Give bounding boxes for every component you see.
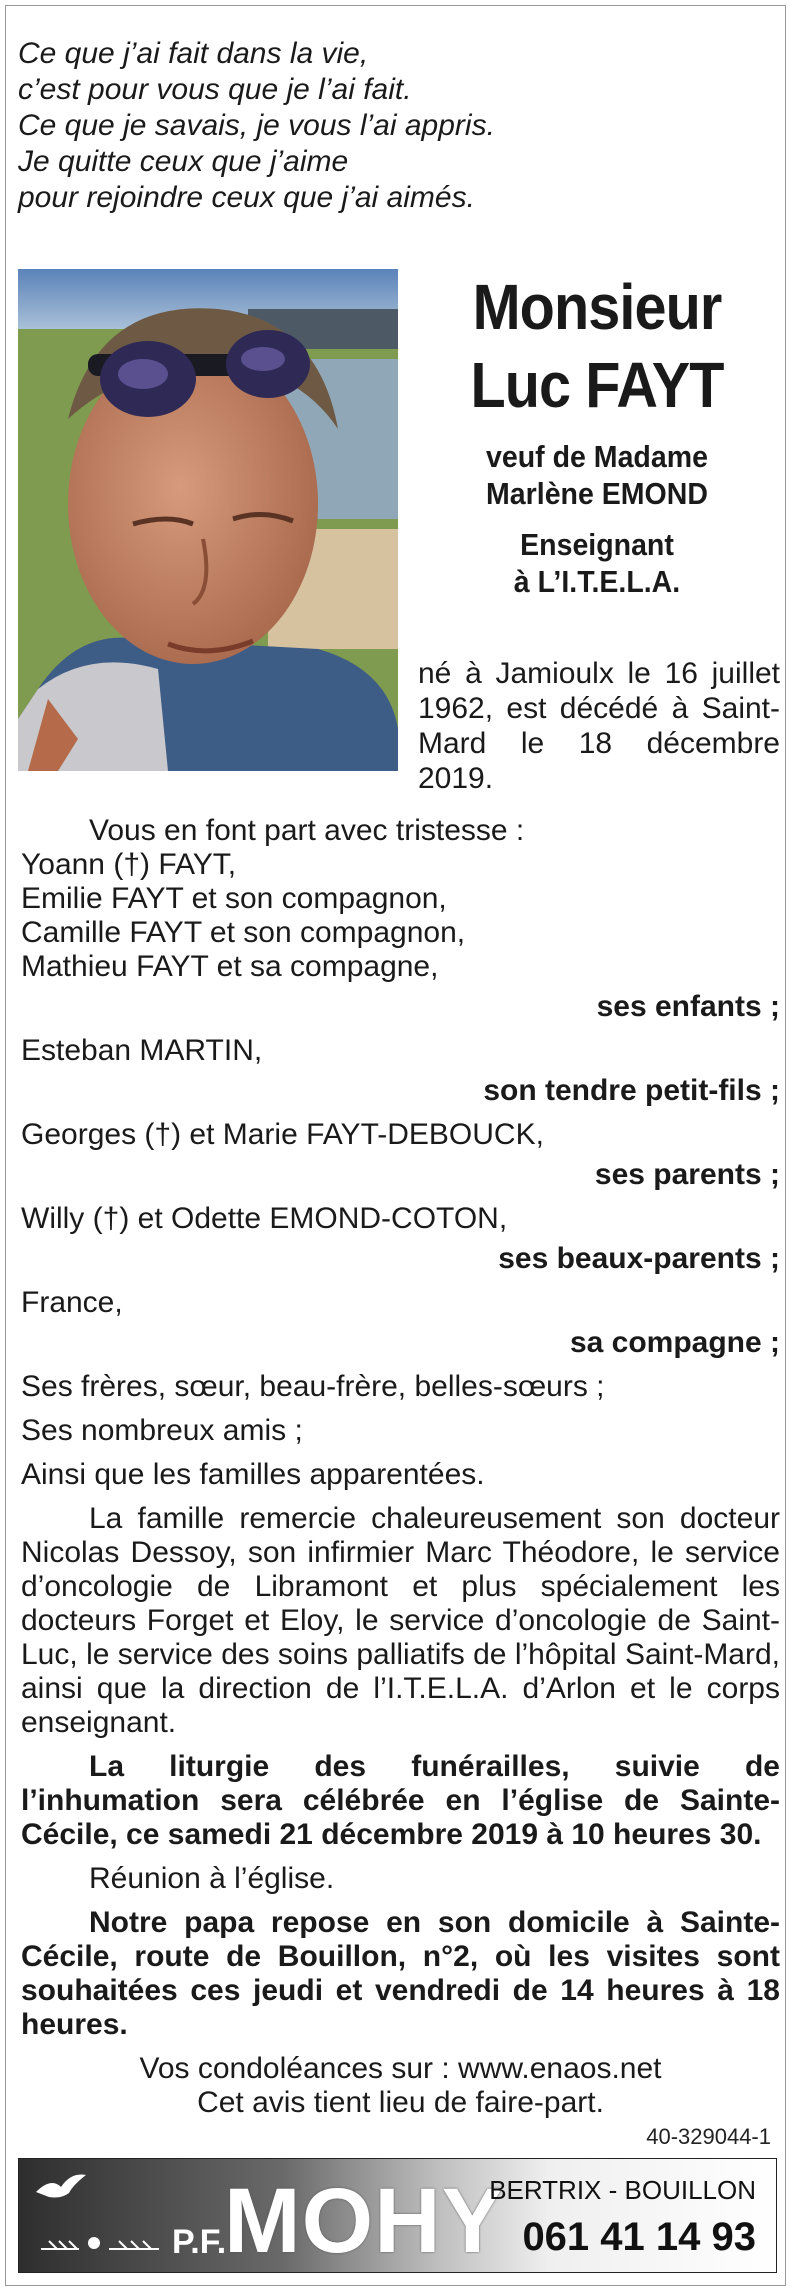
repose-paragraph: Notre papa repose en son domicile à Sainte-Cécile, route de Bouillon, n°2, où les visites sont souhaitées ces jeudi et vendredi de 14 heures à 18 heures. — [21, 1906, 780, 2041]
thanks-paragraph: La famille remercie chaleureusement son docteur Nicolas Dessoy, son infirmier Marc Théodore, le service d’oncologie de Libramont et plus spécialement les docteurs Forget et Eloy, le service d’oncologie de Saint-Luc, le service des soins palliatifs de l’hôpital Saint-Mard, ainsi que la direction de l’I.T.E.L.A. d’Arlon et le corps enseignant. — [21, 1502, 780, 1739]
poem-line: Ce que j’ai fait dans la vie, — [18, 37, 369, 70]
spouse-name: Marlène EMOND — [486, 476, 708, 511]
dove-icon — [31, 2167, 91, 2207]
funeral-home-banner — [18, 2158, 777, 2273]
cities-label: BERTRIX - BOUILLON — [489, 2175, 756, 2205]
parents-entry: Georges (†) et Marie FAYT-DEBOUCK, — [21, 1118, 544, 1151]
poem — [18, 36, 578, 216]
partner-entry: France, — [21, 1286, 123, 1319]
children-label: ses enfants ; — [596, 990, 780, 1023]
child-entry: Emilie FAYT et son compagnon, — [21, 882, 447, 915]
poem-line: pour rejoindre ceux que j’ai aimés. — [18, 181, 475, 214]
brand-name: MOHY — [224, 2170, 504, 2272]
spouse-line: veuf de Madame — [486, 439, 708, 474]
deceased-name-block — [416, 268, 778, 600]
poem-line: Ce que je savais, je vous l’ai appris. — [18, 109, 495, 142]
parents-label: ses parents ; — [594, 1158, 780, 1191]
siblings-entry: Ses frères, sœur, beau-frère, belles-sœurs ; — [21, 1370, 605, 1403]
pf-label: P.F. — [172, 2223, 227, 2261]
family-intro: Vous en font part avec tristesse : — [89, 814, 525, 847]
relatives-entry: Ainsi que les familles apparentées. — [21, 1458, 485, 1491]
phone-number: 061 41 14 93 — [522, 2215, 756, 2259]
portrait-photo — [18, 269, 398, 771]
workplace: à L’I.T.E.L.A. — [513, 564, 681, 599]
child-entry: Yoann (†) FAYT, — [21, 848, 237, 881]
inlaws-entry: Willy (†) et Odette EMOND-COTON, — [21, 1202, 508, 1235]
partner-label: sa compagne ; — [569, 1326, 780, 1359]
condolences-line: Vos condoléances sur : www.enaos.net — [139, 2052, 662, 2085]
friends-entry: Ses nombreux amis ; — [21, 1414, 303, 1447]
grandson-entry: Esteban MARTIN, — [21, 1034, 263, 1067]
poem-line: c’est pour vous que je l’ai fait. — [18, 73, 412, 106]
meeting-note: Réunion à l’église. — [89, 1862, 335, 1895]
birth-death-text: né à Jamioulx le 16 juillet 1962, est décédé à Saint-Mard le 18 décembre 2019. — [418, 657, 780, 795]
notice-line: Cet avis tient lieu de faire-part. — [197, 2086, 604, 2119]
reference-number: 40-329044-1 — [646, 2124, 771, 2149]
grandson-label: son tendre petit-fils ; — [483, 1074, 780, 1107]
inlaws-label: ses beaux-parents ; — [498, 1242, 780, 1275]
title: Monsieur — [472, 271, 722, 343]
funeral-paragraph: La liturgie des funérailles, suivie de l’inhumation sera célébrée en l’église de Sainte-Cécile, ce samedi 21 décembre 2019 à 10 heures 30. — [21, 1750, 780, 1851]
wheat-icon — [39, 2219, 169, 2259]
profession: Enseignant — [520, 527, 674, 562]
poem-line: Je quitte ceux que j’aime — [18, 145, 349, 178]
announcement-body — [21, 814, 780, 2120]
child-entry: Mathieu FAYT et sa compagne, — [21, 950, 439, 983]
child-entry: Camille FAYT et son compagnon, — [21, 916, 466, 949]
deceased-name: Luc FAYT — [470, 349, 724, 421]
obituary-page — [5, 5, 786, 2286]
